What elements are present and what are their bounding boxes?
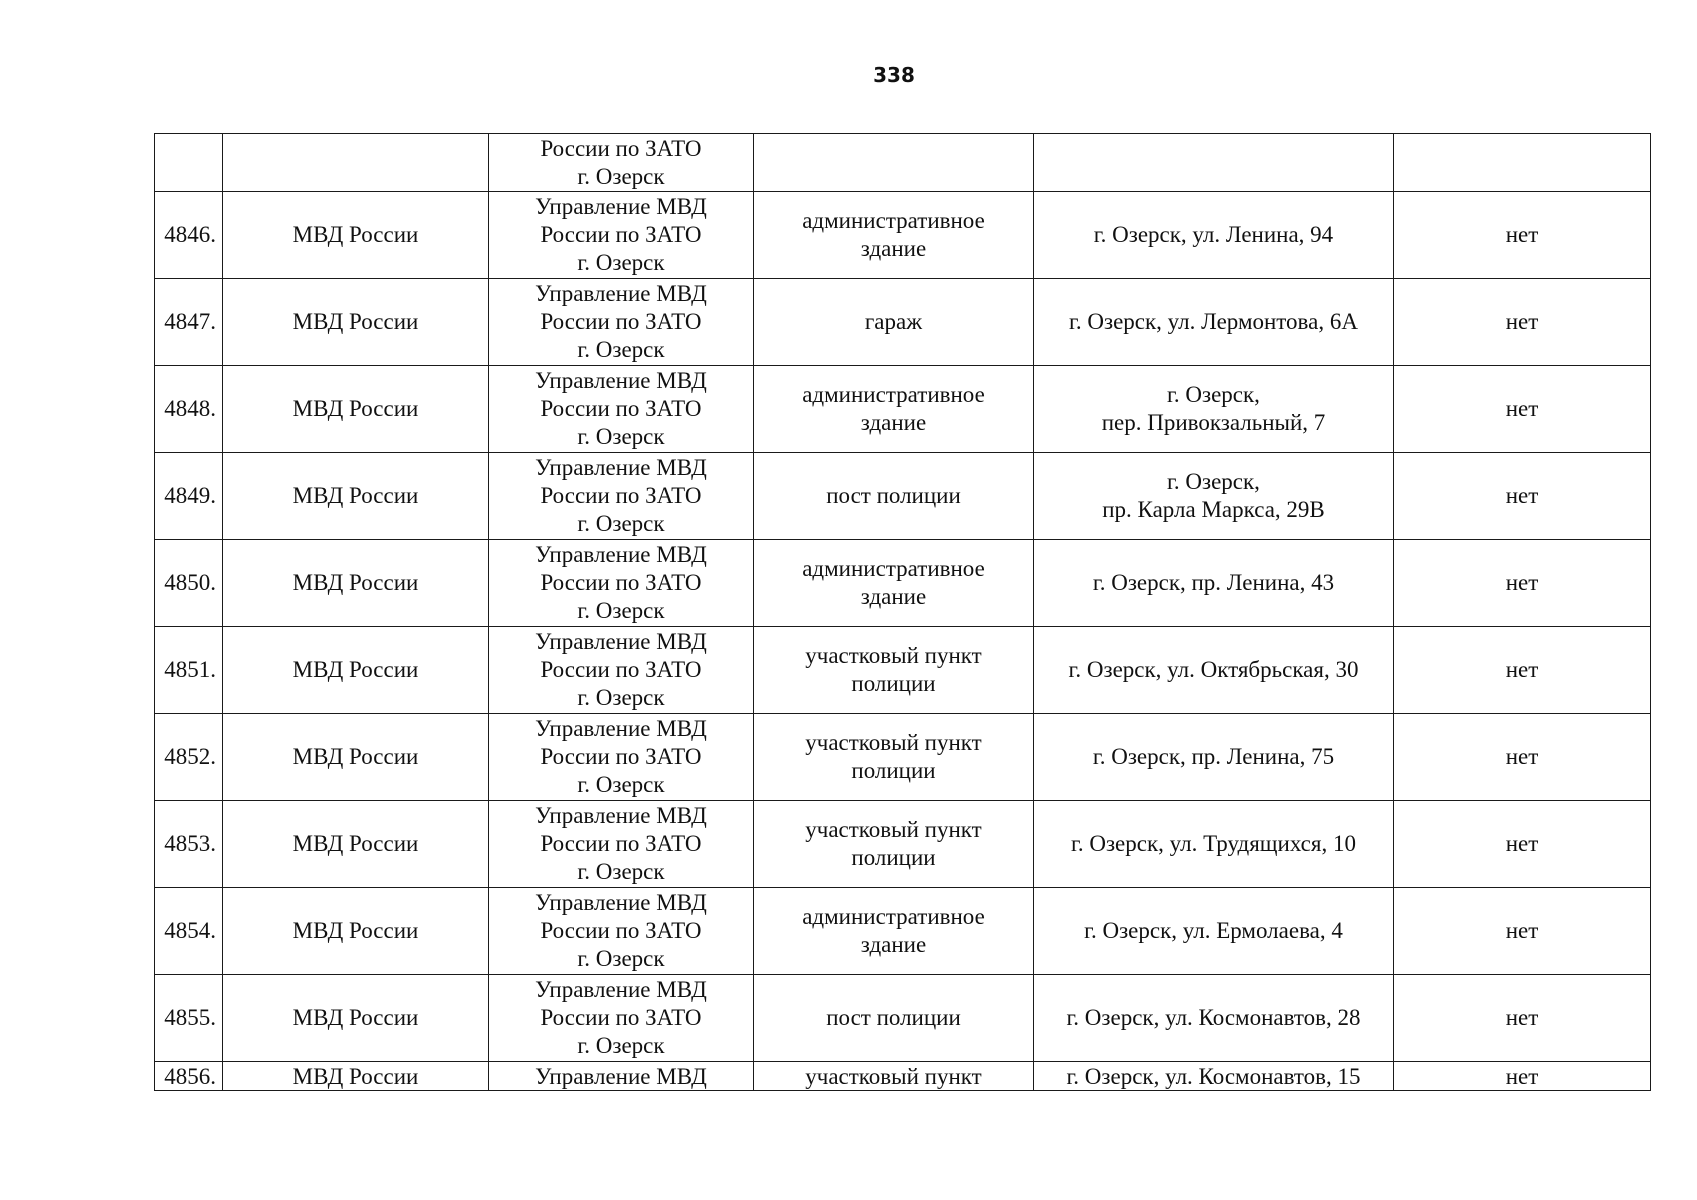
cell-object-line: пост полиции: [826, 1005, 961, 1030]
table-row: [155, 279, 1651, 366]
table-row: [155, 714, 1651, 801]
cell-agency-line: г. Озерск: [577, 685, 665, 710]
cell-object: [754, 540, 1034, 627]
registry-table: [154, 133, 1651, 1091]
cell-agency: [489, 134, 754, 192]
cell-flag: [1394, 134, 1651, 192]
cell-flag: нет: [1394, 975, 1651, 1062]
cell-agency-line: России по ЗАТО: [540, 1005, 702, 1030]
cell-ministry: МВД России: [223, 975, 489, 1062]
cell-object: [754, 366, 1034, 453]
table-row: [155, 627, 1651, 714]
cell-agency-line: Управление МВД: [535, 542, 707, 567]
cell-agency-line: Управление МВД: [535, 1064, 707, 1089]
cell-agency-line: России по ЗАТО: [540, 744, 702, 769]
cell-ministry: МВД России: [223, 1062, 489, 1091]
cell-agency-line: Управление МВД: [535, 194, 707, 219]
cell-address: [1034, 801, 1394, 888]
cell-address-line: г. Озерск, ул. Октябрьская, 30: [1068, 657, 1359, 682]
cell-address: [1034, 134, 1394, 192]
table-row-continuation: [155, 134, 1651, 192]
cell-ministry: МВД России: [223, 366, 489, 453]
cell-address: [1034, 279, 1394, 366]
cell-number: 4846.: [155, 192, 223, 279]
cell-object-line: административное: [802, 208, 985, 233]
cell-object-line: здание: [860, 236, 927, 261]
cell-ministry: МВД России: [223, 453, 489, 540]
cell-agency-line: Управление МВД: [535, 368, 707, 393]
cell-address-line: г. Озерск,: [1167, 469, 1260, 494]
table-row: [155, 801, 1651, 888]
cell-agency: [489, 366, 754, 453]
cell-object-line: пост полиции: [826, 483, 961, 508]
cell-address: [1034, 540, 1394, 627]
cell-ministry: МВД России: [223, 714, 489, 801]
cell-agency-line: г. Озерск: [577, 163, 665, 189]
cell-address-line: г. Озерск, пр. Ленина, 43: [1092, 570, 1335, 595]
cell-address-line: пер. Привокзальный, 7: [1101, 410, 1326, 435]
cell-number: 4851.: [155, 627, 223, 714]
cell-address-line: г. Озерск, пр. Ленина, 75: [1092, 744, 1335, 769]
table-row: [155, 366, 1651, 453]
cell-address-line: пр. Карла Маркса, 29В: [1102, 497, 1325, 522]
cell-address-line: г. Озерск, ул. Космонавтов, 15: [1066, 1064, 1361, 1089]
cell-agency-line: Управление МВД: [535, 629, 707, 654]
cell-object-line: здание: [860, 410, 927, 435]
cell-agency-line: Управление МВД: [535, 716, 707, 741]
cell-number: 4853.: [155, 801, 223, 888]
cell-object: [754, 801, 1034, 888]
cell-agency-line: России по ЗАТО: [540, 222, 702, 247]
cell-agency-line: России по ЗАТО: [540, 309, 702, 334]
cell-agency-line: России по ЗАТО: [540, 396, 702, 421]
cell-object-line: здание: [860, 932, 927, 957]
cell-number: 4854.: [155, 888, 223, 975]
cell-agency: [489, 540, 754, 627]
table-row: [155, 540, 1651, 627]
cell-agency: [489, 975, 754, 1062]
cell-flag: нет: [1394, 627, 1651, 714]
cell-agency-line: Управление МВД: [535, 281, 707, 306]
cell-agency-line: г. Озерск: [577, 1033, 665, 1058]
cell-flag: нет: [1394, 540, 1651, 627]
page-number: 338: [873, 63, 915, 87]
cell-object-line: гараж: [864, 309, 923, 334]
cell-flag: нет: [1394, 714, 1651, 801]
cell-agency-line: Управление МВД: [535, 455, 707, 480]
cell-address: [1034, 714, 1394, 801]
cell-address: [1034, 1062, 1394, 1091]
cell-address: [1034, 627, 1394, 714]
cell-object-line: полиции: [851, 671, 936, 696]
cell-object-line: административное: [802, 904, 985, 929]
table-row-partial: [155, 1062, 1651, 1091]
cell-object: [754, 975, 1034, 1062]
cell-object-line: полиции: [851, 845, 936, 870]
cell-number: [155, 134, 223, 192]
cell-agency: [489, 801, 754, 888]
cell-agency-line: России по ЗАТО: [540, 483, 702, 508]
cell-agency-line: России по ЗАТО: [540, 135, 702, 161]
cell-agency-line: Управление МВД: [535, 977, 707, 1002]
cell-agency: [489, 627, 754, 714]
cell-address: [1034, 453, 1394, 540]
cell-address: [1034, 192, 1394, 279]
cell-address-line: г. Озерск, ул. Трудящихся, 10: [1071, 831, 1356, 856]
cell-number: 4852.: [155, 714, 223, 801]
cell-agency-line: России по ЗАТО: [540, 657, 702, 682]
table-row: [155, 975, 1651, 1062]
cell-number: 4855.: [155, 975, 223, 1062]
cell-flag: нет: [1394, 366, 1651, 453]
cell-agency-line: г. Озерск: [577, 250, 665, 275]
cell-object-line: участковый пункт: [805, 1064, 982, 1089]
cell-agency: [489, 714, 754, 801]
cell-object-line: участковый пункт: [805, 817, 982, 842]
cell-object: [754, 279, 1034, 366]
cell-ministry: [223, 134, 489, 192]
table-row: [155, 888, 1651, 975]
cell-agency-line: Управление МВД: [535, 803, 707, 828]
cell-address-line: г. Озерск, ул. Космонавтов, 28: [1066, 1005, 1361, 1030]
cell-ministry: МВД России: [223, 279, 489, 366]
cell-ministry: МВД России: [223, 627, 489, 714]
cell-agency: [489, 453, 754, 540]
cell-agency: [489, 1062, 754, 1091]
cell-number: 4850.: [155, 540, 223, 627]
cell-agency: [489, 279, 754, 366]
cell-agency: [489, 192, 754, 279]
cell-agency-line: России по ЗАТО: [540, 570, 702, 595]
cell-agency-line: Управление МВД: [535, 890, 707, 915]
cell-object-line: административное: [802, 556, 985, 581]
cell-number: 4847.: [155, 279, 223, 366]
table-row: [155, 192, 1651, 279]
registry-table-body: [155, 134, 1651, 1091]
cell-object-line: полиции: [851, 758, 936, 783]
cell-address: [1034, 888, 1394, 975]
cell-object-line: здание: [860, 584, 927, 609]
cell-agency-line: г. Озерск: [577, 772, 665, 797]
cell-object-line: участковый пункт: [805, 730, 982, 755]
cell-number: 4848.: [155, 366, 223, 453]
cell-object: [754, 714, 1034, 801]
cell-agency-line: г. Озерск: [577, 424, 665, 449]
cell-object: [754, 1062, 1034, 1091]
cell-agency-line: России по ЗАТО: [540, 831, 702, 856]
cell-object: [754, 627, 1034, 714]
table-row: [155, 453, 1651, 540]
cell-object-line: участковый пункт: [805, 643, 982, 668]
cell-agency-line: России по ЗАТО: [540, 918, 702, 943]
cell-number: 4856.: [155, 1062, 223, 1091]
cell-address-line: г. Озерск, ул. Ленина, 94: [1093, 222, 1334, 247]
cell-ministry: МВД России: [223, 540, 489, 627]
cell-ministry: МВД России: [223, 801, 489, 888]
cell-flag: нет: [1394, 888, 1651, 975]
cell-address-line: г. Озерск, ул. Лермонтова, 6А: [1069, 309, 1358, 334]
cell-object: [754, 453, 1034, 540]
cell-agency: [489, 888, 754, 975]
cell-object: [754, 134, 1034, 192]
cell-object: [754, 192, 1034, 279]
cell-address-line: г. Озерск,: [1167, 382, 1260, 407]
cell-address: [1034, 366, 1394, 453]
cell-agency-line: г. Озерск: [577, 946, 665, 971]
cell-flag: нет: [1394, 453, 1651, 540]
cell-flag: нет: [1394, 1062, 1651, 1091]
cell-flag: нет: [1394, 801, 1651, 888]
cell-ministry: МВД России: [223, 192, 489, 279]
cell-flag: нет: [1394, 192, 1651, 279]
cell-agency-line: г. Озерск: [577, 511, 665, 536]
cell-object: [754, 888, 1034, 975]
cell-ministry: МВД России: [223, 888, 489, 975]
cell-number: 4849.: [155, 453, 223, 540]
cell-address-line: г. Озерск, ул. Ермолаева, 4: [1084, 918, 1343, 943]
cell-address: [1034, 975, 1394, 1062]
cell-agency-line: г. Озерск: [577, 598, 665, 623]
cell-flag: нет: [1394, 279, 1651, 366]
cell-agency-line: г. Озерск: [577, 337, 665, 362]
cell-object-line: административное: [802, 382, 985, 407]
cell-agency-line: г. Озерск: [577, 859, 665, 884]
